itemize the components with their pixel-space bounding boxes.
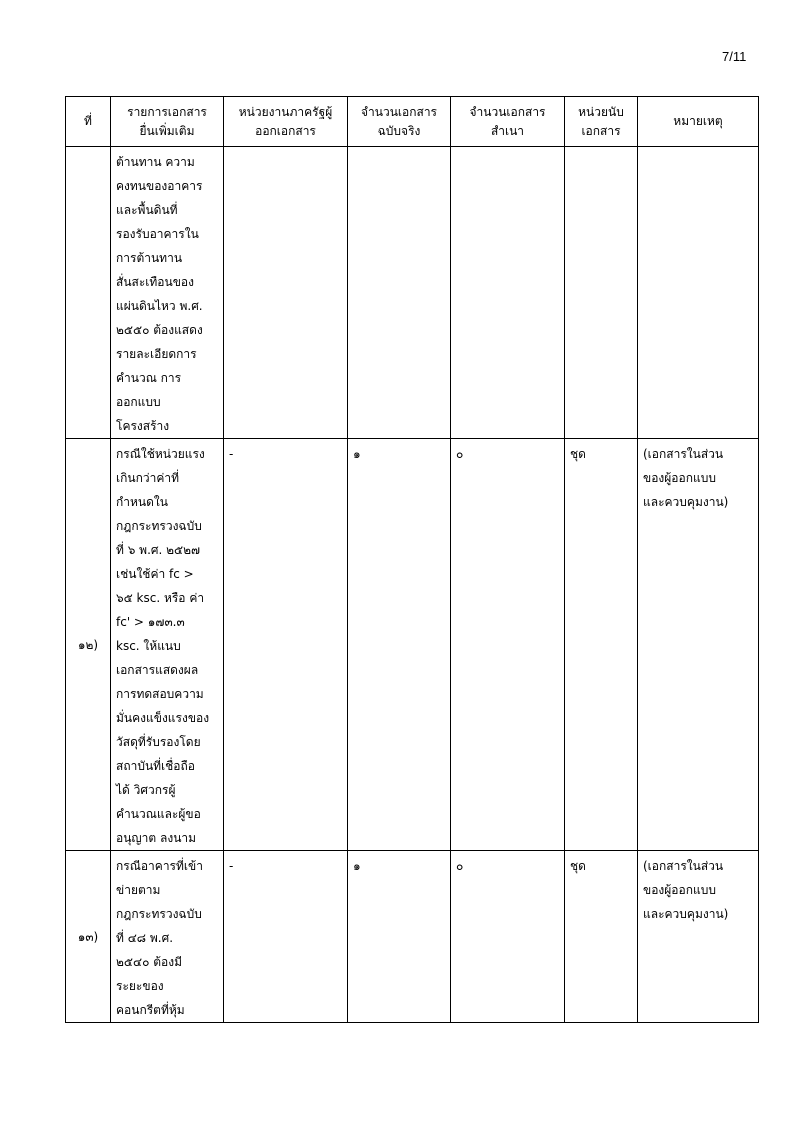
row-number-cell bbox=[66, 147, 111, 439]
item-text-line: สถาบันที่เชื่อถือ bbox=[116, 759, 195, 773]
item-text-line: ข่ายตาม bbox=[116, 883, 161, 897]
original-count-cell bbox=[348, 439, 451, 851]
original-count-cell bbox=[348, 851, 451, 1023]
agency-value: - bbox=[229, 859, 234, 873]
item-text-line: ออกแบบ bbox=[116, 395, 161, 409]
item-text-line: อนุญาต ลงนาม bbox=[116, 831, 197, 845]
table-row bbox=[66, 147, 759, 439]
item-text-line: ได้ วิศวกรผู้ bbox=[116, 783, 176, 797]
agency-cell bbox=[224, 147, 348, 439]
table-row bbox=[66, 851, 759, 1023]
remark-cell bbox=[638, 147, 759, 439]
unit-cell bbox=[565, 851, 638, 1023]
item-text-line: กฎกระทรวงฉบับ bbox=[116, 519, 202, 533]
header-no-text: ที่ bbox=[84, 114, 92, 128]
agency-cell bbox=[224, 851, 348, 1023]
item-text-line: ที่ ๖ พ.ศ. ๒๕๒๗ bbox=[116, 543, 201, 557]
header-original-line-1: จำนวนเอกสาร bbox=[361, 104, 437, 119]
copy-count-cell bbox=[451, 147, 565, 439]
item-text-line: คอนกรีตที่หุ้ม bbox=[116, 1003, 185, 1017]
copy-count-cell bbox=[451, 439, 565, 851]
item-cell bbox=[111, 147, 224, 439]
header-unit-line-2: เอกสาร bbox=[581, 123, 621, 138]
header-agency-line-2: ออกเอกสาร bbox=[255, 123, 316, 138]
copy-count-cell bbox=[451, 851, 565, 1023]
item-text-line: เอกสารแสดงผล bbox=[116, 663, 199, 677]
item-text-line: วัสดุที่รับรองโดย bbox=[116, 735, 201, 749]
remark-cell bbox=[638, 439, 759, 851]
item-text-line: ๒๕๕๐ ต้องแสดง bbox=[116, 323, 203, 337]
remark-text-line: และควบคุมงาน) bbox=[643, 495, 729, 509]
remark-text-line: ของผู้ออกแบบ bbox=[643, 471, 716, 485]
header-original-line-2: ฉบับจริง bbox=[377, 123, 421, 138]
row-number: ๑๓) bbox=[77, 929, 99, 944]
header-original bbox=[348, 97, 451, 147]
remark-text-line: ของผู้ออกแบบ bbox=[643, 883, 716, 897]
row-number: ๑๒) bbox=[77, 637, 99, 652]
unit-value: ชุด bbox=[570, 859, 586, 873]
item-text-line: ที่ ๔๘ พ.ศ. bbox=[116, 931, 174, 945]
agency-cell bbox=[224, 439, 348, 851]
remark-cell bbox=[638, 851, 759, 1023]
item-text-line: กรณีอาคารที่เข้า bbox=[116, 859, 203, 873]
table-row bbox=[66, 439, 759, 851]
copy-count-value: ๐ bbox=[456, 859, 464, 873]
header-agency-line-1: หน่วยงานภาครัฐผู้ bbox=[238, 104, 333, 119]
item-text-line: fc' > ๑๗๓.๓ bbox=[116, 615, 185, 629]
item-cell bbox=[111, 851, 224, 1023]
original-count-value: ๑ bbox=[353, 859, 361, 873]
original-count-value: ๑ bbox=[353, 447, 361, 461]
document-table bbox=[65, 96, 759, 1023]
item-cell bbox=[111, 439, 224, 851]
item-text-line: รายละเอียดการ bbox=[116, 347, 197, 361]
header-copy-line-1: จำนวนเอกสาร bbox=[469, 104, 546, 119]
item-text-line: มั่นคงแข็งแรงของ bbox=[116, 711, 210, 725]
item-text-line: กฎกระทรวงฉบับ bbox=[116, 907, 202, 921]
header-no bbox=[66, 97, 111, 147]
item-text-line: กำหนดใน bbox=[116, 495, 168, 509]
page-number: 7/11 bbox=[722, 49, 747, 64]
item-text-line: ๖๕ ksc. หรือ ค่า bbox=[116, 591, 205, 605]
copy-count-value: ๐ bbox=[456, 447, 464, 461]
remark-text-line: (เอกสารในส่วน bbox=[643, 859, 724, 873]
row-number-cell bbox=[66, 851, 111, 1023]
unit-cell bbox=[565, 147, 638, 439]
remark-text-line: (เอกสารในส่วน bbox=[643, 447, 724, 461]
item-text-line: การต้านทาน bbox=[116, 251, 183, 265]
header-unit bbox=[565, 97, 638, 147]
agency-value: - bbox=[229, 447, 234, 461]
remark-text-line: และควบคุมงาน) bbox=[643, 907, 729, 921]
table-header-row bbox=[66, 97, 759, 147]
header-item-line-2: ยื่นเพิ่มเติม bbox=[139, 123, 195, 138]
item-text-line: สั่นสะเทือนของ bbox=[116, 275, 194, 289]
header-item-line-1: รายการเอกสาร bbox=[127, 104, 207, 119]
item-text-line: คงทนของอาคาร bbox=[116, 179, 203, 193]
row-number-cell bbox=[66, 439, 111, 851]
item-text-line: โครงสร้าง bbox=[116, 419, 170, 433]
header-remark bbox=[638, 97, 759, 147]
header-copy bbox=[451, 97, 565, 147]
header-agency bbox=[224, 97, 348, 147]
item-text-line: แผ่นดินไหว พ.ศ. bbox=[116, 299, 203, 313]
header-copy-line-2: สำเนา bbox=[490, 123, 525, 138]
header-item bbox=[111, 97, 224, 147]
unit-cell bbox=[565, 439, 638, 851]
item-text-line: ระยะของ bbox=[116, 979, 164, 993]
header-remark-text: หมายเหตุ bbox=[673, 114, 723, 128]
item-text-line: และพื้นดินที่ bbox=[116, 203, 178, 217]
header-unit-line-1: หน่วยนับ bbox=[578, 104, 624, 119]
item-text-line: กรณีใช้หน่วยแรง bbox=[116, 447, 205, 461]
item-text-line: ksc. ให้แนบ bbox=[116, 639, 181, 653]
item-text-line: คำนวณและผู้ขอ bbox=[116, 807, 201, 821]
original-count-cell bbox=[348, 147, 451, 439]
item-text-line: การทดสอบความ bbox=[116, 687, 204, 701]
item-text-line: ๒๕๔๐ ต้องมี bbox=[116, 955, 182, 969]
item-text-line: เกินกว่าค่าที่ bbox=[116, 471, 179, 485]
item-text-line: ต้านทาน ความ bbox=[116, 155, 195, 169]
item-text-line: คำนวณ การ bbox=[116, 371, 182, 385]
unit-value: ชุด bbox=[570, 447, 586, 461]
item-text-line: เช่นใช้ค่า fc > bbox=[116, 567, 194, 581]
item-text-line: รองรับอาคารใน bbox=[116, 227, 199, 241]
